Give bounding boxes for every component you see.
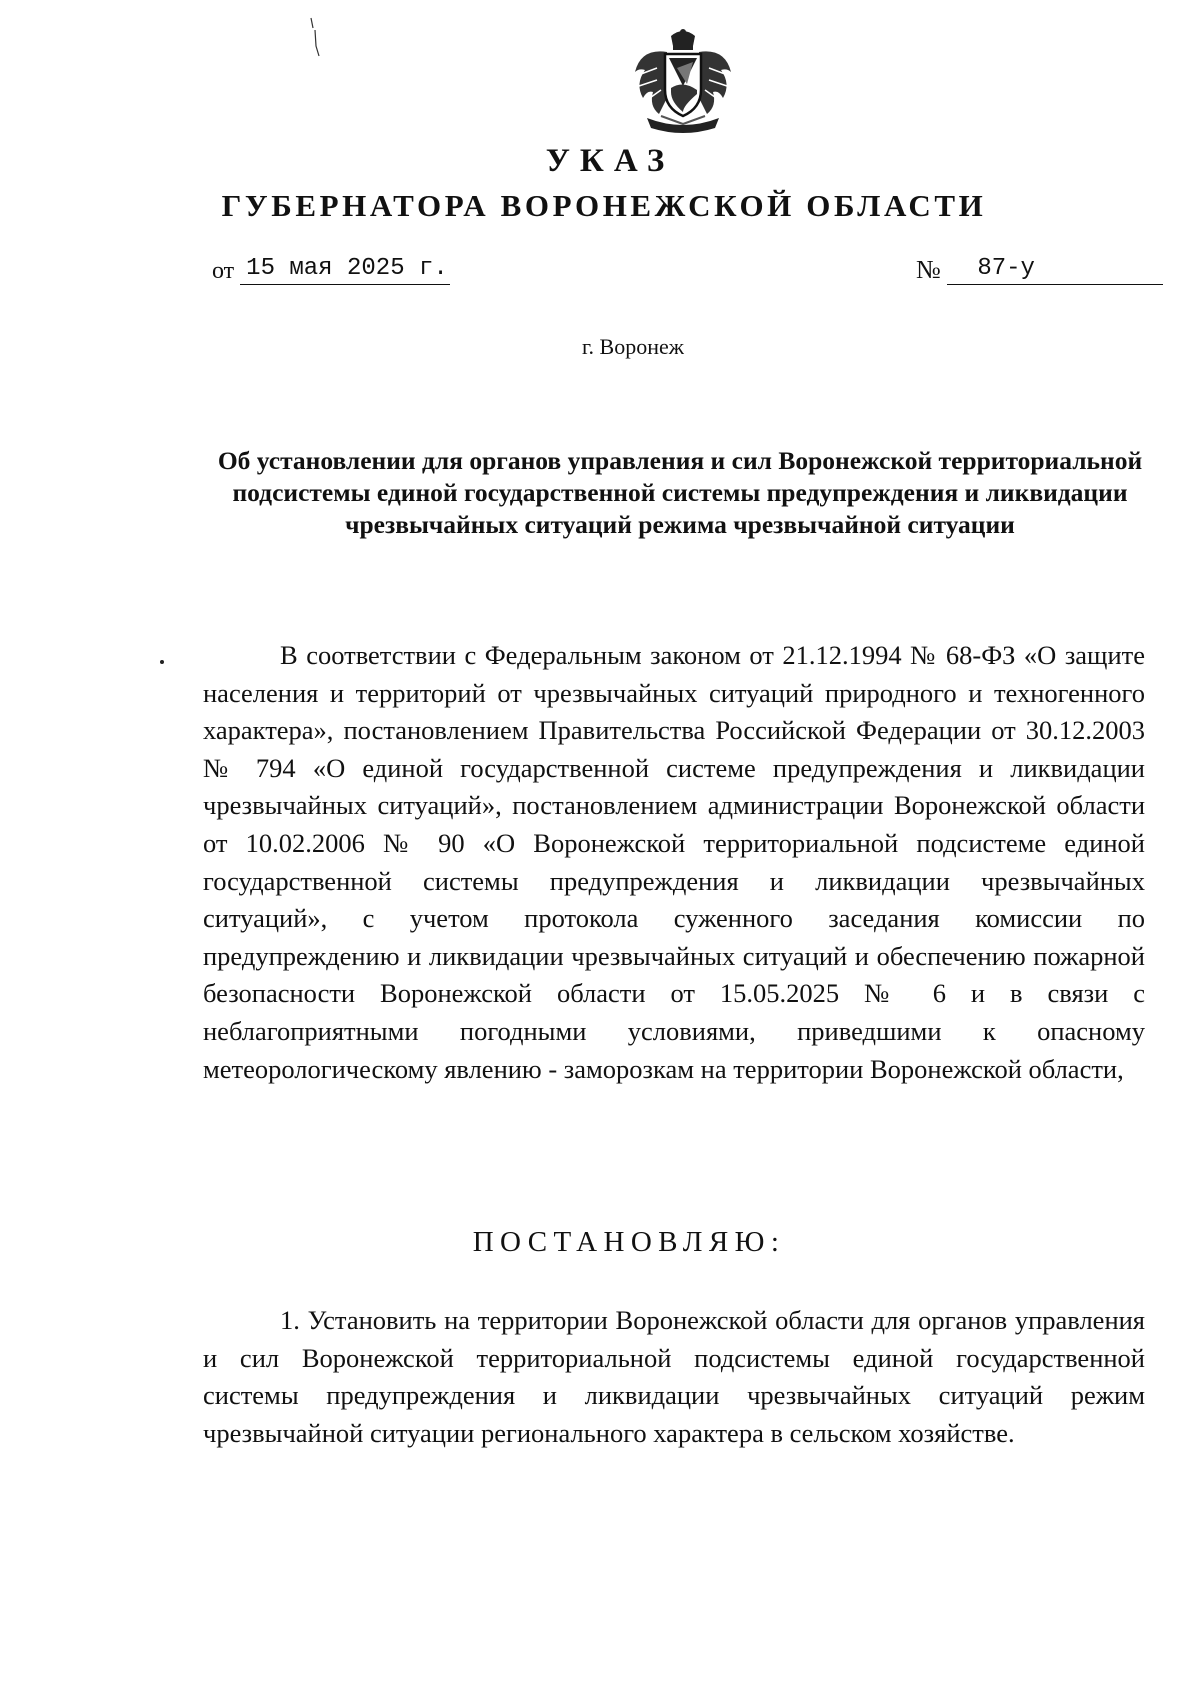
- decree-title: УКАЗ: [545, 143, 675, 179]
- date-prefix: от: [212, 258, 235, 284]
- coat-of-arms-icon: [627, 28, 739, 138]
- decree-preamble: В соответствии с Федеральным законом от 21.12.1994 № 68-ФЗ «О защите населения и территорий от чрезвычайных ситуаций природного и техногенного характера», постановлением Правительства Российской Федерации от 30.12.2003 № 794 «О единой государственной системе предупреждения и ликвидации чрезвычайных ситуаций», постановлением администрации Воронежской области от 10.02.2006 № 90 «О Воронежской территориальной подсистеме единой государственной системы предупреждения и ликвидации чрезвычайных ситуаций», с учетом протокола суженного заседания комиссии по предупреждению и ликвидации чрезвычайных ситуаций и обеспечению пожарной безопасности Воронежской области от 15.05.2025 № 6 и в связи с неблагоприятными погодными условиями, приведшими к опасному метеорологическому явлению - заморозкам на территории Воронежской области,: [203, 640, 1145, 1084]
- decree-item: 1. Установить на территории Воронежской области для органов управления и сил Воронежской территориальной подсистемы единой государственной системы предупреждения и ликвидации чрезвычайных ситуаций режим чрезвычайной ситуации регионального характера в сельском хозяйстве.: [203, 1305, 1145, 1448]
- decree-issuer: ГУБЕРНАТОРА ВОРОНЕЖСКОЙ ОБЛАСТИ: [221, 188, 987, 223]
- scan-artifact-mark: [309, 16, 321, 58]
- decree-resolution-word: ПОСТАНОВЛЯЮ:: [472, 1226, 786, 1258]
- date-line: [212, 254, 450, 285]
- number-line: [916, 254, 1163, 285]
- number-prefix: №: [916, 255, 941, 284]
- decree-number: 87-у: [947, 254, 1163, 285]
- issue-city: г. Воронеж: [582, 334, 684, 359]
- decree-date: 15 мая 2025 г.: [240, 254, 450, 285]
- scan-dot-artifact: [160, 660, 164, 664]
- decree-subject: Об установлении для органов управления и сил Воронежской территориальной подсистемы единой государственной системы предупреждения и ликвидации чрезвычайных ситуаций режима чрезвычайной ситуации: [217, 446, 1143, 539]
